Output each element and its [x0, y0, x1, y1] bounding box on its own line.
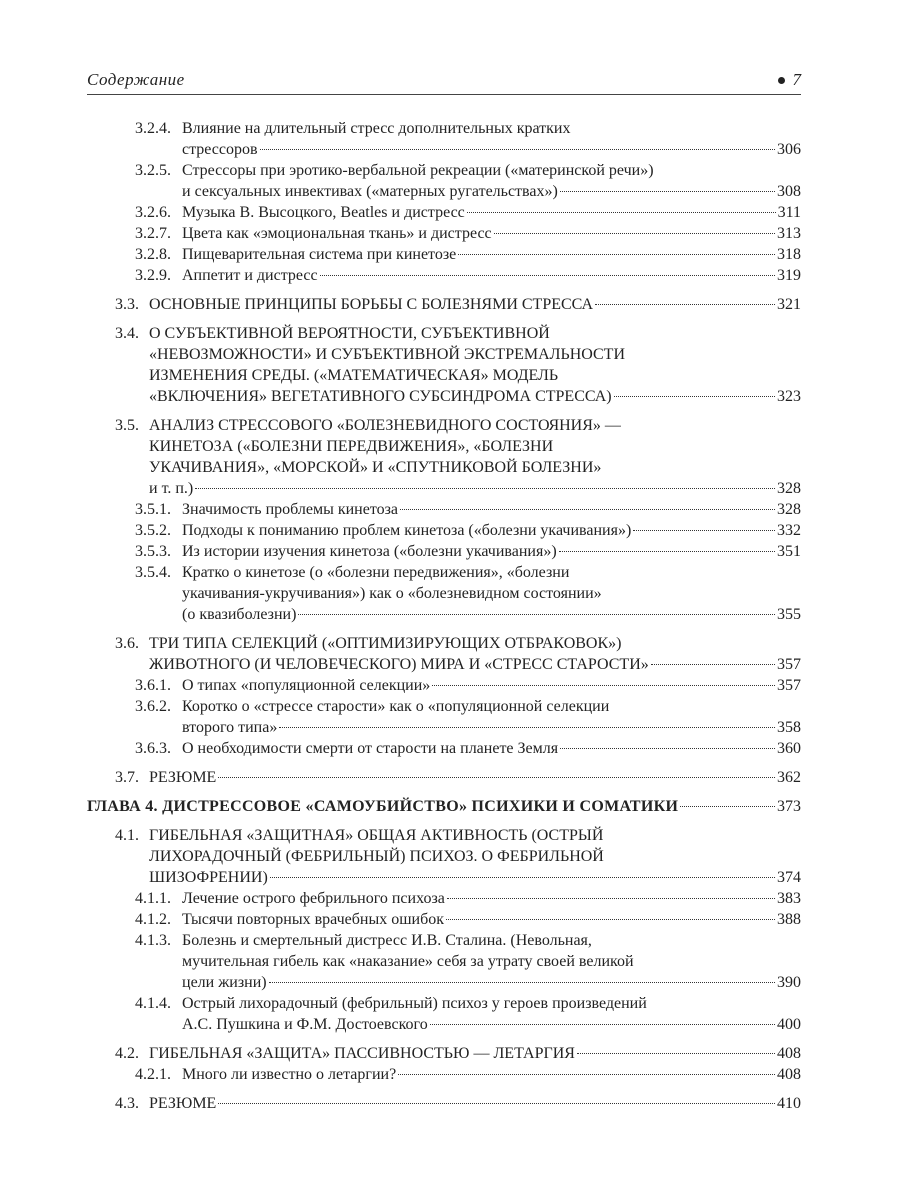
toc-entry-number: 3.2.7. [135, 225, 171, 242]
toc-entry-title: второго типа» [182, 719, 278, 736]
dot-leader [446, 919, 775, 920]
toc-entry-title: ТРИ ТИПА СЕЛЕКЦИЙ («ОПТИМИЗИРУЮЩИХ ОТБРАКОВОК») [149, 635, 622, 652]
dot-leader [577, 1053, 775, 1054]
toc-entry-page: 400 [777, 1016, 801, 1033]
toc-entry[interactable] [87, 1064, 801, 1085]
dot-leader [298, 614, 775, 615]
toc-entry-page: 390 [777, 974, 801, 991]
toc-entry[interactable] [87, 1043, 801, 1064]
toc-entry[interactable] [87, 930, 801, 993]
toc-entry-page: 408 [777, 1066, 801, 1083]
toc-entry-page: 358 [777, 719, 801, 736]
toc-entry-page: 388 [777, 911, 801, 928]
toc-entry-title: А.С. Пушкина и Ф.М. Достоевского [182, 1016, 428, 1033]
toc-entry-title: Аппетит и дистресс [182, 267, 318, 284]
toc-entry-page: 321 [777, 296, 801, 313]
toc-entry-title: О необходимости смерти от старости на планете Земля [182, 740, 559, 757]
toc-entry-number: 3.6.3. [135, 740, 171, 757]
dot-leader [467, 212, 776, 213]
dot-leader [494, 233, 775, 234]
table-of-contents [87, 118, 801, 1114]
toc-entry-page: 319 [777, 267, 801, 284]
toc-entry-page: 360 [777, 740, 801, 757]
toc-entry-title: Лечение острого фебрильного психоза [182, 890, 445, 907]
toc-entry[interactable] [87, 1093, 801, 1114]
running-header [87, 70, 801, 95]
bullet-icon [778, 77, 785, 84]
dot-leader [595, 304, 775, 305]
dot-leader [560, 191, 775, 192]
toc-entry-title: Много ли известно о летаргии? [182, 1066, 397, 1083]
toc-entry-title: Влияние на длительный стресс дополнительных кратких [182, 120, 571, 137]
dot-leader [680, 806, 775, 807]
toc-entry-title: укачивания-укручивания») как о «болезневидном состоянии» [182, 585, 602, 602]
toc-entry-title: О типах «популяционной селекции» [182, 677, 431, 694]
toc-entry-title: стрессоров [182, 141, 258, 158]
toc-entry-title: Музыка В. Высоцкого, Beatles и дистресс [182, 204, 465, 221]
toc-entry-page: 311 [777, 204, 801, 221]
toc-entry-title: Коротко о «стрессе старости» как о «популяционной селекции [182, 698, 610, 715]
dot-leader [614, 396, 775, 397]
toc-entry-number: 4.1.3. [135, 932, 171, 949]
toc-entry-number: 3.4. [115, 325, 139, 342]
toc-entry-number: 4.2. [115, 1045, 139, 1062]
dot-leader [269, 982, 775, 983]
toc-entry-title: Из истории изучения кинетоза («болезни укачивания») [182, 543, 557, 560]
toc-entry-title: Подходы к пониманию проблем кинетоза («болезни укачивания») [182, 522, 632, 539]
toc-entry-number: 4.1.1. [135, 890, 171, 907]
toc-entry-number: 3.2.4. [135, 120, 171, 137]
toc-entry-number: 4.1. [115, 827, 139, 844]
toc-entry-number: 3.2.6. [135, 204, 171, 221]
page-number: 7 [792, 70, 801, 89]
toc-entry-title: УКАЧИВАНИЯ», «МОРСКОЙ» И «СПУТНИКОВОЙ БОЛЕЗНИ» [149, 459, 602, 476]
toc-entry-page: 318 [777, 246, 801, 263]
dot-leader [432, 685, 775, 686]
dot-leader [279, 727, 775, 728]
toc-entry-title: Стрессоры при эротико-вербальной рекреации («материнской речи») [182, 162, 654, 179]
toc-entry-number: 4.2.1. [135, 1066, 171, 1083]
toc-entry-number: 3.5. [115, 417, 139, 434]
toc-entry[interactable] [87, 633, 801, 675]
toc-entry-title: мучительная гибель как «наказание» себя за утрату своей великой [182, 953, 634, 970]
toc-entry[interactable] [87, 415, 801, 499]
toc-entry[interactable] [87, 738, 801, 759]
dot-leader [633, 530, 775, 531]
toc-entry-title: (о квазиболезни) [182, 606, 297, 623]
toc-entry-title: КИНЕТОЗА («БОЛЕЗНИ ПЕРЕДВИЖЕНИЯ», «БОЛЕЗНИ [149, 438, 554, 455]
toc-entry[interactable] [87, 202, 801, 223]
toc-entry-title: Болезнь и смертельный дистресс И.В. Сталина. (Невольная, [182, 932, 592, 949]
toc-entry-page: 362 [777, 769, 801, 786]
toc-entry-title: АНАЛИЗ СТРЕССОВОГО «БОЛЕЗНЕВИДНОГО СОСТОЯНИЯ» — [149, 417, 621, 434]
dot-leader [651, 664, 775, 665]
running-header-title: Содержание [87, 70, 185, 89]
toc-entry-title: ГЛАВА 4. ДИСТРЕССОВОЕ «САМОУБИЙСТВО» ПСИХИКИ И СОМАТИКИ [87, 798, 679, 815]
toc-entry-page: 357 [777, 677, 801, 694]
toc-entry-number: 3.2.5. [135, 162, 171, 179]
toc-entry-title: Цвета как «эмоциональная ткань» и дистресс [182, 225, 492, 242]
toc-entry-number: 4.3. [115, 1095, 139, 1112]
toc-entry[interactable] [87, 223, 801, 244]
toc-entry-page: 323 [777, 388, 801, 405]
toc-entry-number: 3.7. [115, 769, 139, 786]
toc-entry-number: 4.1.4. [135, 995, 171, 1012]
toc-entry[interactable] [87, 909, 801, 930]
toc-entry[interactable] [87, 294, 801, 315]
dot-leader [270, 877, 775, 878]
toc-entry[interactable] [87, 675, 801, 696]
toc-entry-page: 328 [777, 501, 801, 518]
toc-entry[interactable] [87, 323, 801, 407]
toc-entry-page: 328 [777, 480, 801, 497]
toc-entry[interactable] [87, 562, 801, 625]
toc-entry-number: 3.5.2. [135, 522, 171, 539]
toc-entry-title: и т. п.) [149, 480, 194, 497]
toc-entry-title: Пищеварительная система при кинетозе [182, 246, 457, 263]
toc-entry-title: «ВКЛЮЧЕНИЯ» ВЕГЕТАТИВНОГО СУБСИНДРОМА СТРЕССА) [149, 388, 612, 405]
toc-entry-title: ШИЗОФРЕНИИ) [149, 869, 268, 886]
toc-entry[interactable] [87, 265, 801, 286]
dot-leader [430, 1024, 775, 1025]
toc-entry-title: цели жизни) [182, 974, 267, 991]
toc-entry[interactable] [87, 696, 801, 738]
toc-entry-title: и сексуальных инвективах («матерных ругательствах») [182, 183, 558, 200]
toc-entry[interactable] [87, 244, 801, 265]
toc-entry-title: ЖИВОТНОГО (И ЧЕЛОВЕЧЕСКОГО) МИРА И «СТРЕСС СТАРОСТИ» [149, 656, 649, 673]
toc-entry[interactable] [87, 825, 801, 888]
toc-entry-page: 308 [777, 183, 801, 200]
toc-entry[interactable] [87, 118, 801, 160]
toc-entry-title: РЕЗЮМЕ [149, 769, 217, 786]
toc-entry-page: 373 [777, 798, 801, 815]
dot-leader [559, 551, 775, 552]
toc-entry[interactable] [87, 499, 801, 520]
toc-entry-page: 383 [777, 890, 801, 907]
toc-entry-number: 3.5.1. [135, 501, 171, 518]
toc-entry-number: 4.1.2. [135, 911, 171, 928]
toc-entry-title: Кратко о кинетозе (о «болезни передвижения», «болезни [182, 564, 570, 581]
dot-leader [458, 254, 775, 255]
toc-entry-number: 3.6. [115, 635, 139, 652]
dot-leader [398, 1074, 775, 1075]
toc-entry-title: «НЕВОЗМОЖНОСТИ» И СУБЪЕКТИВНОЙ ЭКСТРЕМАЛЬНОСТИ [149, 346, 625, 363]
toc-entry[interactable] [87, 888, 801, 909]
toc-entry-title: ГИБЕЛЬНАЯ «ЗАЩИТА» ПАССИВНОСТЬЮ — ЛЕТАРГИЯ [149, 1045, 575, 1062]
toc-entry-page: 355 [777, 606, 801, 623]
toc-entry-title: РЕЗЮМЕ [149, 1095, 217, 1112]
toc-entry-page: 332 [777, 522, 801, 539]
toc-entry-title: Значимость проблемы кинетоза [182, 501, 399, 518]
toc-entry-title: Тысячи повторных врачебных ошибок [182, 911, 445, 928]
dot-leader [218, 1103, 775, 1104]
toc-entry-number: 3.5.3. [135, 543, 171, 560]
dot-leader [260, 149, 775, 150]
dot-leader [320, 275, 775, 276]
toc-entry-page: 357 [777, 656, 801, 673]
toc-entry-number: 3.2.8. [135, 246, 171, 263]
toc-entry-page: 351 [777, 543, 801, 560]
toc-entry[interactable] [87, 541, 801, 562]
dot-leader [560, 748, 775, 749]
toc-entry-title: ГИБЕЛЬНАЯ «ЗАЩИТНАЯ» ОБЩАЯ АКТИВНОСТЬ (ОСТРЫЙ [149, 827, 604, 844]
toc-entry-page: 306 [777, 141, 801, 158]
dot-leader [447, 898, 775, 899]
toc-entry[interactable] [87, 160, 801, 202]
toc-entry[interactable] [87, 993, 801, 1035]
toc-entry-title: О СУБЪЕКТИВНОЙ ВЕРОЯТНОСТИ, СУБЪЕКТИВНОЙ [149, 325, 550, 342]
dot-leader [195, 488, 775, 489]
dot-leader [400, 509, 775, 510]
toc-entry-title: ОСНОВНЫЕ ПРИНЦИПЫ БОРЬБЫ С БОЛЕЗНЯМИ СТРЕССА [149, 296, 594, 313]
toc-entry-title: ИЗМЕНЕНИЯ СРЕДЫ. («МАТЕМАТИЧЕСКАЯ» МОДЕЛЬ [149, 367, 559, 384]
toc-entry-number: 3.5.4. [135, 564, 171, 581]
toc-entry-page: 313 [777, 225, 801, 242]
toc-entry-number: 3.2.9. [135, 267, 171, 284]
toc-entry[interactable] [87, 767, 801, 788]
toc-entry[interactable] [87, 796, 801, 817]
toc-entry-page: 410 [777, 1095, 801, 1112]
toc-entry[interactable] [87, 520, 801, 541]
toc-entry-title: Острый лихорадочный (фебрильный) психоз у героев произведений [182, 995, 647, 1012]
toc-entry-number: 3.3. [115, 296, 139, 313]
toc-entry-page: 408 [777, 1045, 801, 1062]
dot-leader [218, 777, 775, 778]
toc-entry-page: 374 [777, 869, 801, 886]
toc-entry-number: 3.6.1. [135, 677, 171, 694]
toc-entry-title: ЛИХОРАДОЧНЫЙ (ФЕБРИЛЬНЫЙ) ПСИХОЗ. О ФЕБРИЛЬНОЙ [149, 848, 604, 865]
toc-entry-number: 3.6.2. [135, 698, 171, 715]
